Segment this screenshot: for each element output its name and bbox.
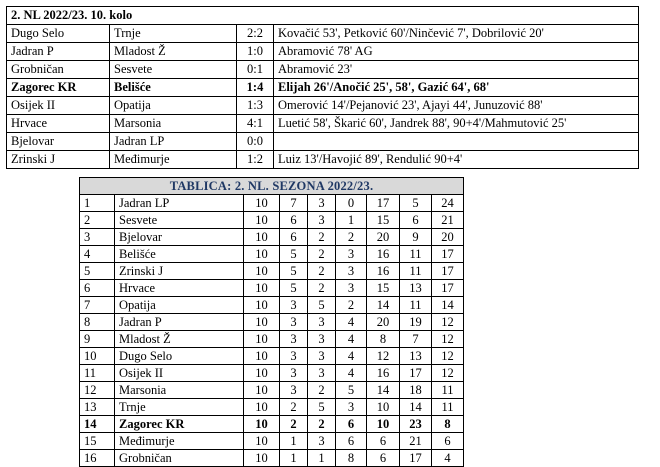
scorers: Luetić 58', Škarić 60', Jandrek 88', 90+4'/Mahmutović 25' bbox=[274, 115, 639, 133]
played: 10 bbox=[244, 331, 280, 348]
goals-for: 16 bbox=[367, 263, 400, 280]
home-team: Zagorec KR bbox=[7, 79, 110, 97]
played: 10 bbox=[244, 195, 280, 212]
away-team: Opatija bbox=[110, 97, 237, 115]
losses: 1 bbox=[336, 212, 367, 229]
score: 2:2 bbox=[237, 25, 274, 43]
losses: 4 bbox=[336, 314, 367, 331]
standings-title-row bbox=[80, 178, 464, 195]
goals-for: 14 bbox=[367, 297, 400, 314]
team-name: Dugo Selo bbox=[115, 348, 244, 365]
goals-against: 9 bbox=[400, 229, 432, 246]
draws: 3 bbox=[308, 348, 336, 365]
played: 10 bbox=[244, 399, 280, 416]
losses: 4 bbox=[336, 348, 367, 365]
played: 10 bbox=[244, 416, 280, 433]
team-name: Osijek II bbox=[115, 365, 244, 382]
goals-against: 14 bbox=[400, 399, 432, 416]
points: 17 bbox=[432, 246, 464, 263]
wins: 5 bbox=[280, 246, 308, 263]
goals-against: 7 bbox=[400, 331, 432, 348]
score: 1:2 bbox=[237, 151, 274, 169]
goals-against: 5 bbox=[400, 195, 432, 212]
points: 12 bbox=[432, 331, 464, 348]
team-name: Jadran P bbox=[115, 314, 244, 331]
points: 17 bbox=[432, 263, 464, 280]
team-name: Zrinski J bbox=[115, 263, 244, 280]
result-row bbox=[7, 79, 639, 97]
position: 13 bbox=[80, 399, 115, 416]
position: 2 bbox=[80, 212, 115, 229]
away-team: Jadran LP bbox=[110, 133, 237, 151]
draws: 5 bbox=[308, 297, 336, 314]
goals-for: 6 bbox=[367, 450, 400, 467]
position: 14 bbox=[80, 416, 115, 433]
position: 5 bbox=[80, 263, 115, 280]
team-name: Opatija bbox=[115, 297, 244, 314]
draws: 3 bbox=[308, 314, 336, 331]
standings-title: TABLICA: 2. NL. SEZONA 2022/23. bbox=[80, 178, 464, 195]
wins: 2 bbox=[280, 416, 308, 433]
result-row bbox=[7, 151, 639, 169]
position: 16 bbox=[80, 450, 115, 467]
position: 9 bbox=[80, 331, 115, 348]
team-name: Bjelovar bbox=[115, 229, 244, 246]
away-team: Mladost Ž bbox=[110, 43, 237, 61]
played: 10 bbox=[244, 212, 280, 229]
goals-for: 16 bbox=[367, 365, 400, 382]
losses: 3 bbox=[336, 263, 367, 280]
points: 12 bbox=[432, 348, 464, 365]
points: 12 bbox=[432, 365, 464, 382]
goals-against: 19 bbox=[400, 314, 432, 331]
losses: 8 bbox=[336, 450, 367, 467]
wins: 2 bbox=[280, 399, 308, 416]
score: 0:1 bbox=[237, 61, 274, 79]
points: 6 bbox=[432, 433, 464, 450]
team-name: Marsonia bbox=[115, 382, 244, 399]
points: 20 bbox=[432, 229, 464, 246]
losses: 6 bbox=[336, 433, 367, 450]
played: 10 bbox=[244, 433, 280, 450]
draws: 2 bbox=[308, 246, 336, 263]
draws: 1 bbox=[308, 450, 336, 467]
draws: 3 bbox=[308, 433, 336, 450]
scorers: Kovačić 53', Petković 60'/Ninčević 7', Dobrilović 20' bbox=[274, 25, 639, 43]
result-row bbox=[7, 61, 639, 79]
scorers: Luiz 13'/Havojić 89', Rendulić 90+4' bbox=[274, 151, 639, 169]
goals-for: 15 bbox=[367, 212, 400, 229]
goals-for: 17 bbox=[367, 195, 400, 212]
result-row bbox=[7, 97, 639, 115]
result-row bbox=[7, 133, 639, 151]
played: 10 bbox=[244, 246, 280, 263]
standings-row bbox=[80, 348, 464, 365]
position: 8 bbox=[80, 314, 115, 331]
round-results-table bbox=[6, 6, 639, 169]
wins: 3 bbox=[280, 348, 308, 365]
standings-row bbox=[80, 433, 464, 450]
wins: 3 bbox=[280, 314, 308, 331]
points: 8 bbox=[432, 416, 464, 433]
wins: 6 bbox=[280, 229, 308, 246]
standings-row bbox=[80, 416, 464, 433]
standings-row bbox=[80, 399, 464, 416]
team-name: Jadran LP bbox=[115, 195, 244, 212]
goals-for: 6 bbox=[367, 433, 400, 450]
losses: 3 bbox=[336, 246, 367, 263]
wins: 1 bbox=[280, 433, 308, 450]
away-team: Međimurje bbox=[110, 151, 237, 169]
standings-row bbox=[80, 246, 464, 263]
standings-row bbox=[80, 297, 464, 314]
wins: 6 bbox=[280, 212, 308, 229]
position: 4 bbox=[80, 246, 115, 263]
goals-for: 10 bbox=[367, 416, 400, 433]
position: 7 bbox=[80, 297, 115, 314]
team-name: Mladost Ž bbox=[115, 331, 244, 348]
standings-row bbox=[80, 280, 464, 297]
scorers: Abramović 78' AG bbox=[274, 43, 639, 61]
position: 10 bbox=[80, 348, 115, 365]
goals-against: 17 bbox=[400, 450, 432, 467]
position: 15 bbox=[80, 433, 115, 450]
losses: 6 bbox=[336, 416, 367, 433]
score: 0:0 bbox=[237, 133, 274, 151]
result-row bbox=[7, 43, 639, 61]
goals-for: 20 bbox=[367, 314, 400, 331]
draws: 2 bbox=[308, 416, 336, 433]
home-team: Osijek II bbox=[7, 97, 110, 115]
team-name: Belišće bbox=[115, 246, 244, 263]
losses: 5 bbox=[336, 382, 367, 399]
played: 10 bbox=[244, 229, 280, 246]
losses: 3 bbox=[336, 399, 367, 416]
away-team: Sesvete bbox=[110, 61, 237, 79]
team-name: Hrvace bbox=[115, 280, 244, 297]
goals-for: 20 bbox=[367, 229, 400, 246]
home-team: Jadran P bbox=[7, 43, 110, 61]
scorers bbox=[274, 133, 639, 151]
wins: 3 bbox=[280, 382, 308, 399]
goals-for: 16 bbox=[367, 246, 400, 263]
team-name: Zagorec KR bbox=[115, 416, 244, 433]
points: 11 bbox=[432, 399, 464, 416]
position: 3 bbox=[80, 229, 115, 246]
wins: 5 bbox=[280, 263, 308, 280]
goals-for: 8 bbox=[367, 331, 400, 348]
standings-row bbox=[80, 450, 464, 467]
standings-row bbox=[80, 314, 464, 331]
team-name: Trnje bbox=[115, 399, 244, 416]
position: 12 bbox=[80, 382, 115, 399]
draws: 2 bbox=[308, 229, 336, 246]
standings-table bbox=[79, 177, 464, 467]
goals-against: 17 bbox=[400, 365, 432, 382]
losses: 4 bbox=[336, 331, 367, 348]
points: 21 bbox=[432, 212, 464, 229]
wins: 3 bbox=[280, 365, 308, 382]
played: 10 bbox=[244, 450, 280, 467]
scorers: Omerović 14'/Pejanović 23', Ajayi 44', Junuzović 88' bbox=[274, 97, 639, 115]
draws: 2 bbox=[308, 263, 336, 280]
score: 4:1 bbox=[237, 115, 274, 133]
result-row bbox=[7, 115, 639, 133]
played: 10 bbox=[244, 365, 280, 382]
score: 1:3 bbox=[237, 97, 274, 115]
home-team: Dugo Selo bbox=[7, 25, 110, 43]
goals-for: 12 bbox=[367, 348, 400, 365]
standings-row bbox=[80, 212, 464, 229]
draws: 5 bbox=[308, 399, 336, 416]
result-row bbox=[7, 25, 639, 43]
goals-against: 21 bbox=[400, 433, 432, 450]
round-header-row bbox=[7, 7, 639, 25]
goals-against: 11 bbox=[400, 246, 432, 263]
goals-against: 6 bbox=[400, 212, 432, 229]
draws: 2 bbox=[308, 382, 336, 399]
score: 1:0 bbox=[237, 43, 274, 61]
points: 24 bbox=[432, 195, 464, 212]
team-name: Međimurje bbox=[115, 433, 244, 450]
team-name: Sesvete bbox=[115, 212, 244, 229]
points: 17 bbox=[432, 280, 464, 297]
points: 14 bbox=[432, 297, 464, 314]
wins: 3 bbox=[280, 297, 308, 314]
draws: 3 bbox=[308, 331, 336, 348]
goals-for: 15 bbox=[367, 280, 400, 297]
points: 12 bbox=[432, 314, 464, 331]
goals-for: 10 bbox=[367, 399, 400, 416]
standings-row bbox=[80, 195, 464, 212]
losses: 2 bbox=[336, 297, 367, 314]
played: 10 bbox=[244, 382, 280, 399]
draws: 2 bbox=[308, 280, 336, 297]
away-team: Trnje bbox=[110, 25, 237, 43]
goals-against: 23 bbox=[400, 416, 432, 433]
home-team: Hrvace bbox=[7, 115, 110, 133]
wins: 1 bbox=[280, 450, 308, 467]
losses: 2 bbox=[336, 229, 367, 246]
goals-against: 11 bbox=[400, 297, 432, 314]
standings-row bbox=[80, 331, 464, 348]
team-name: Grobničan bbox=[115, 450, 244, 467]
losses: 3 bbox=[336, 280, 367, 297]
wins: 7 bbox=[280, 195, 308, 212]
position: 1 bbox=[80, 195, 115, 212]
home-team: Grobničan bbox=[7, 61, 110, 79]
losses: 0 bbox=[336, 195, 367, 212]
losses: 4 bbox=[336, 365, 367, 382]
scorers: Abramović 23' bbox=[274, 61, 639, 79]
wins: 3 bbox=[280, 331, 308, 348]
goals-against: 13 bbox=[400, 348, 432, 365]
played: 10 bbox=[244, 297, 280, 314]
home-team: Bjelovar bbox=[7, 133, 110, 151]
draws: 3 bbox=[308, 212, 336, 229]
wins: 5 bbox=[280, 280, 308, 297]
points: 4 bbox=[432, 450, 464, 467]
standings-row bbox=[80, 365, 464, 382]
goals-against: 11 bbox=[400, 263, 432, 280]
scorers: Elijah 26'/Anočić 25', 58', Gazić 64', 68' bbox=[274, 79, 639, 97]
round-header: 2. NL 2022/23. 10. kolo bbox=[7, 7, 639, 25]
played: 10 bbox=[244, 263, 280, 280]
played: 10 bbox=[244, 348, 280, 365]
draws: 3 bbox=[308, 365, 336, 382]
goals-against: 18 bbox=[400, 382, 432, 399]
draws: 3 bbox=[308, 195, 336, 212]
position: 11 bbox=[80, 365, 115, 382]
played: 10 bbox=[244, 280, 280, 297]
goals-for: 14 bbox=[367, 382, 400, 399]
points: 11 bbox=[432, 382, 464, 399]
standings-row bbox=[80, 229, 464, 246]
score: 1:4 bbox=[237, 79, 274, 97]
home-team: Zrinski J bbox=[7, 151, 110, 169]
standings-row bbox=[80, 382, 464, 399]
standings-row bbox=[80, 263, 464, 280]
position: 6 bbox=[80, 280, 115, 297]
goals-against: 13 bbox=[400, 280, 432, 297]
away-team: Marsonia bbox=[110, 115, 237, 133]
away-team: Belišće bbox=[110, 79, 237, 97]
played: 10 bbox=[244, 314, 280, 331]
